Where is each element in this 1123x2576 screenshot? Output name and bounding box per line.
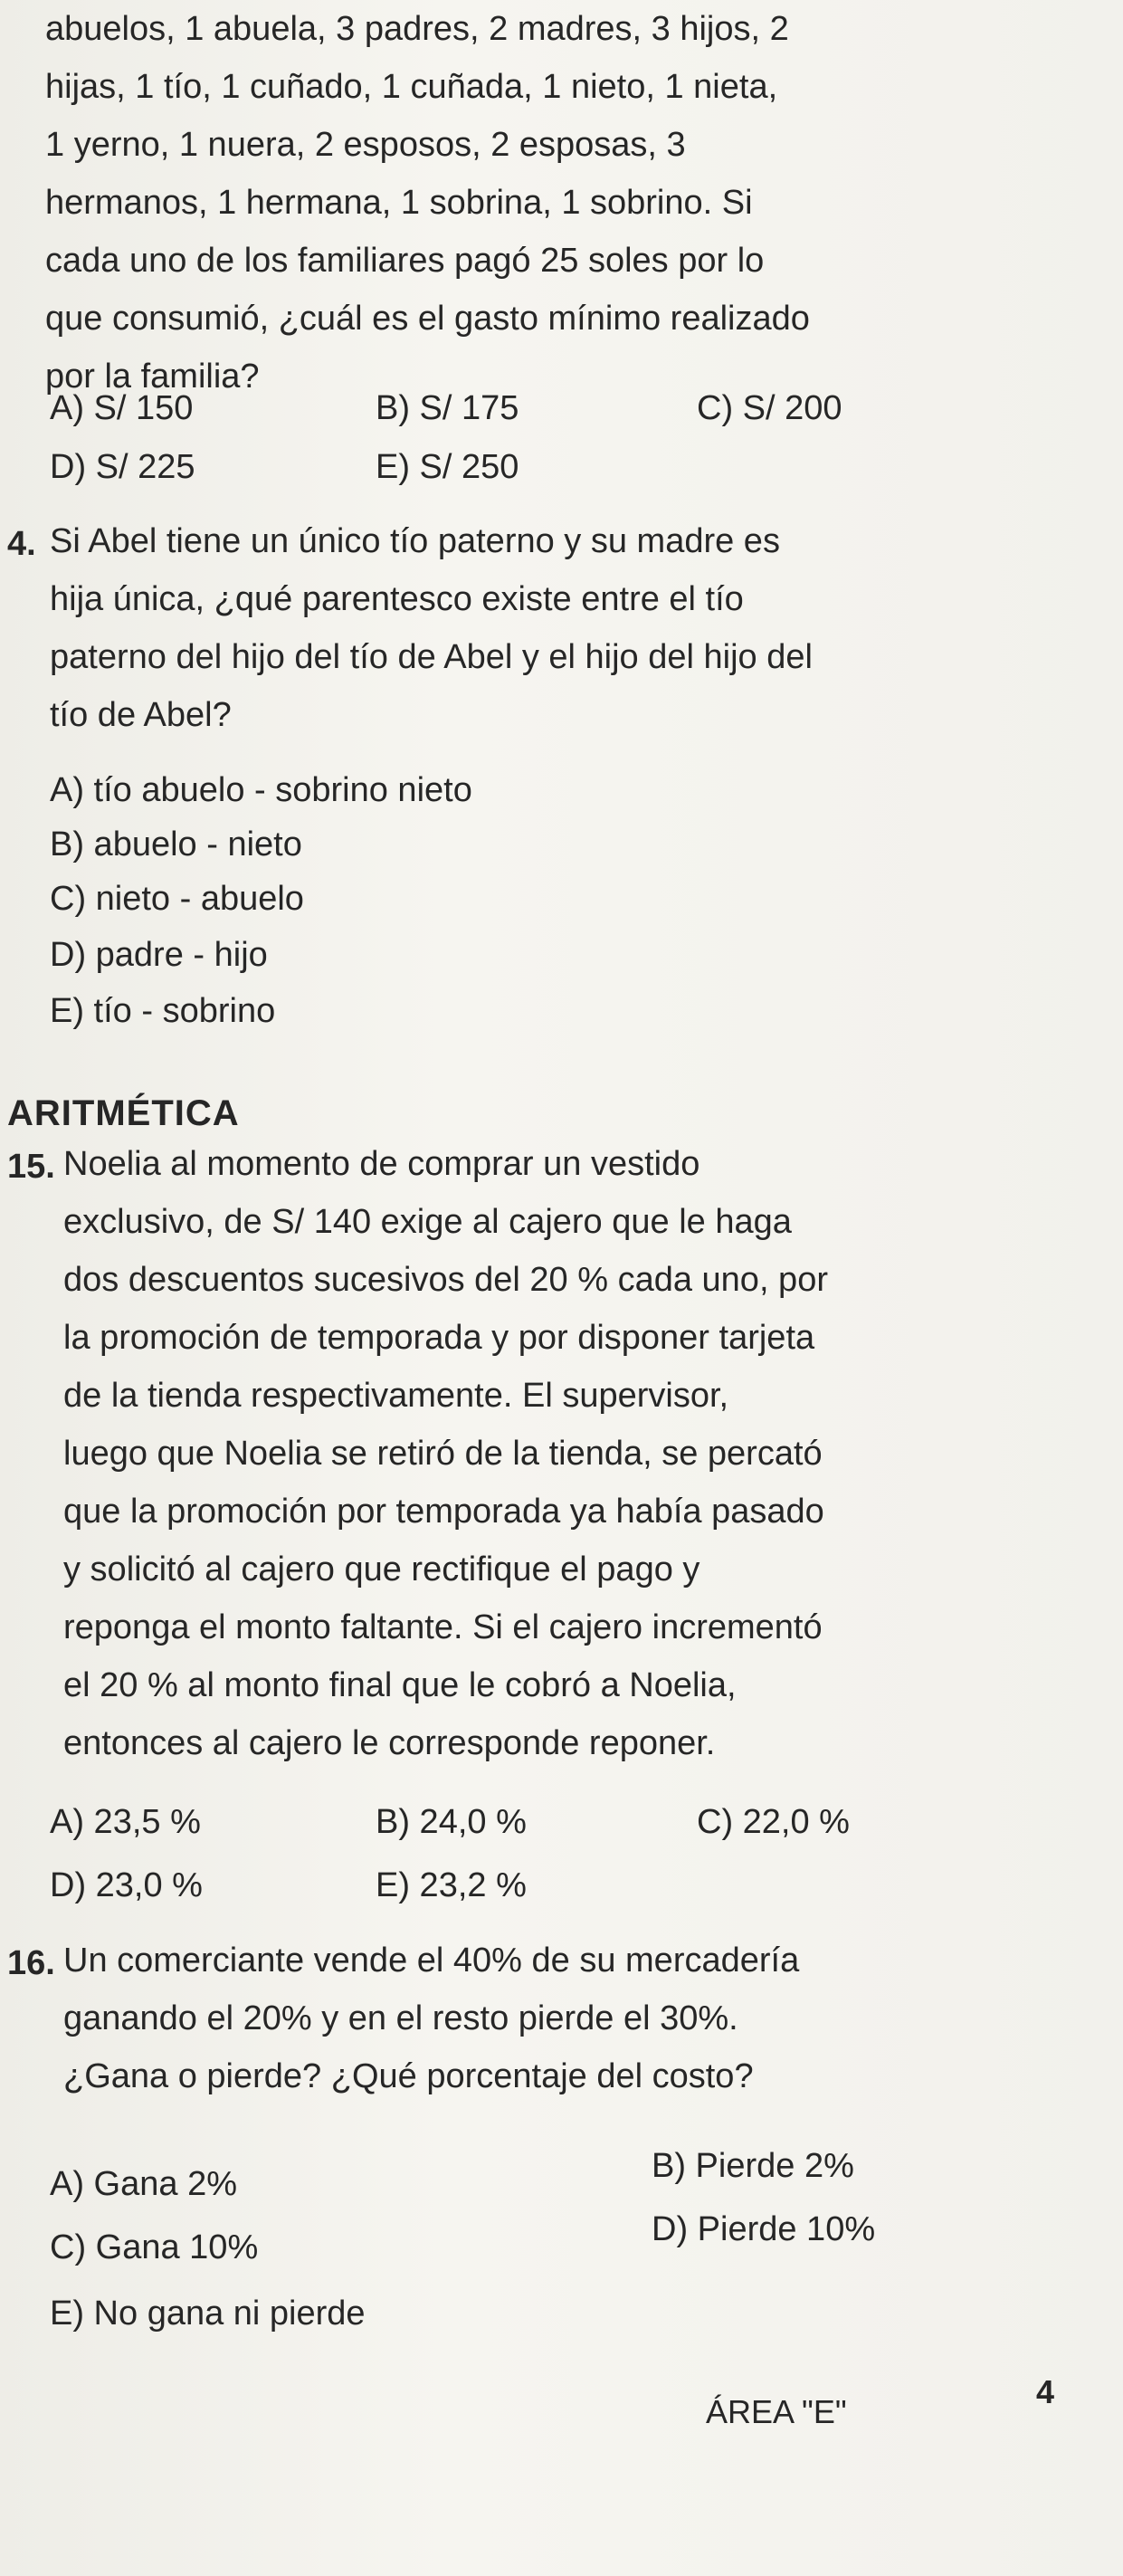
text-line: reponga el monto faltante. Si el cajero incrementó	[63, 1608, 823, 1646]
option-d: D) 23,0 %	[50, 1866, 203, 1904]
text-line: cada uno de los familiares pagó 25 soles por lo	[45, 242, 765, 280]
option-b: B) Pierde 2%	[652, 2147, 854, 2185]
text-line: dos descuentos sucesivos del 20 % cada uno, por	[63, 1261, 828, 1299]
text-line: exclusivo, de S/ 140 exige al cajero que le haga	[63, 1203, 792, 1241]
question-number: 15.	[7, 1148, 55, 1186]
text-line: Un comerciante vende el 40% de su mercadería	[63, 1942, 800, 1980]
text-line: hija única, ¿qué parentesco existe entre el tío	[50, 580, 744, 618]
text-line: la promoción de temporada y por disponer tarjeta	[63, 1319, 815, 1357]
text-line: tío de Abel?	[50, 696, 232, 734]
text-line: Noelia al momento de comprar un vestido	[63, 1145, 700, 1183]
page-number: 4	[1036, 2373, 1055, 2410]
question-prev-text	[45, 0, 1086, 405]
option-d: D) S/ 225	[50, 448, 195, 486]
option-c: C) 22,0 %	[697, 1803, 850, 1841]
option-c: C) S/ 200	[697, 389, 842, 427]
section-heading: ARITMÉTICA	[7, 1093, 240, 1133]
text-line: hijas, 1 tío, 1 cuñado, 1 cuñada, 1 nieto, 1 nieta,	[45, 68, 778, 106]
option-a: A) tío abuelo - sobrino nieto	[50, 771, 472, 809]
option-b: B) S/ 175	[376, 389, 519, 427]
text-line: que la promoción por temporada ya había pasado	[63, 1493, 824, 1531]
question-number: 16.	[7, 1944, 55, 1982]
text-line: hermanos, 1 hermana, 1 sobrina, 1 sobrino. Si	[45, 184, 753, 222]
text-line: por la familia?	[45, 358, 260, 396]
option-c: C) nieto - abuelo	[50, 880, 304, 918]
text-line: y solicitó al cajero que rectifique el pago y	[63, 1550, 700, 1589]
option-e: E) tío - sobrino	[50, 992, 276, 1030]
question-number: 4.	[7, 525, 36, 563]
question-15-text	[63, 1135, 1081, 1772]
option-e: E) S/ 250	[376, 448, 519, 486]
text-line: abuelos, 1 abuela, 3 padres, 2 madres, 3 hijos, 2	[45, 10, 789, 48]
text-line: de la tienda respectivamente. El supervisor,	[63, 1377, 729, 1415]
option-d: D) padre - hijo	[50, 936, 268, 974]
question-16-text	[63, 1932, 1081, 2105]
text-line: ¿Gana o pierde? ¿Qué porcentaje del costo?	[63, 2057, 754, 2095]
option-a: A) S/ 150	[50, 389, 194, 427]
text-line: que consumió, ¿cuál es el gasto mínimo realizado	[45, 300, 810, 338]
option-e: E) No gana ni pierde	[50, 2295, 366, 2333]
text-line: Si Abel tiene un único tío paterno y su madre es	[50, 522, 780, 560]
option-a: A) Gana 2%	[50, 2165, 237, 2203]
text-line: paterno del hijo del tío de Abel y el hijo del hijo del	[50, 638, 813, 676]
option-a: A) 23,5 %	[50, 1803, 201, 1841]
option-c: C) Gana 10%	[50, 2228, 259, 2266]
footer-area-label: ÁREA "E"	[706, 2393, 847, 2430]
question-4-text	[50, 512, 1081, 744]
text-line: entonces al cajero le corresponde reponer.	[63, 1724, 716, 1762]
option-b: B) abuelo - nieto	[50, 825, 302, 863]
text-line: el 20 % al monto final que le cobró a Noelia,	[63, 1666, 737, 1704]
option-b: B) 24,0 %	[376, 1803, 527, 1841]
option-d: D) Pierde 10%	[652, 2210, 876, 2248]
text-line: 1 yerno, 1 nuera, 2 esposos, 2 esposas, 3	[45, 126, 686, 164]
text-line: ganando el 20% y en el resto pierde el 30%.	[63, 1999, 738, 2037]
text-line: luego que Noelia se retiró de la tienda, se percató	[63, 1435, 823, 1473]
option-e: E) 23,2 %	[376, 1866, 527, 1904]
